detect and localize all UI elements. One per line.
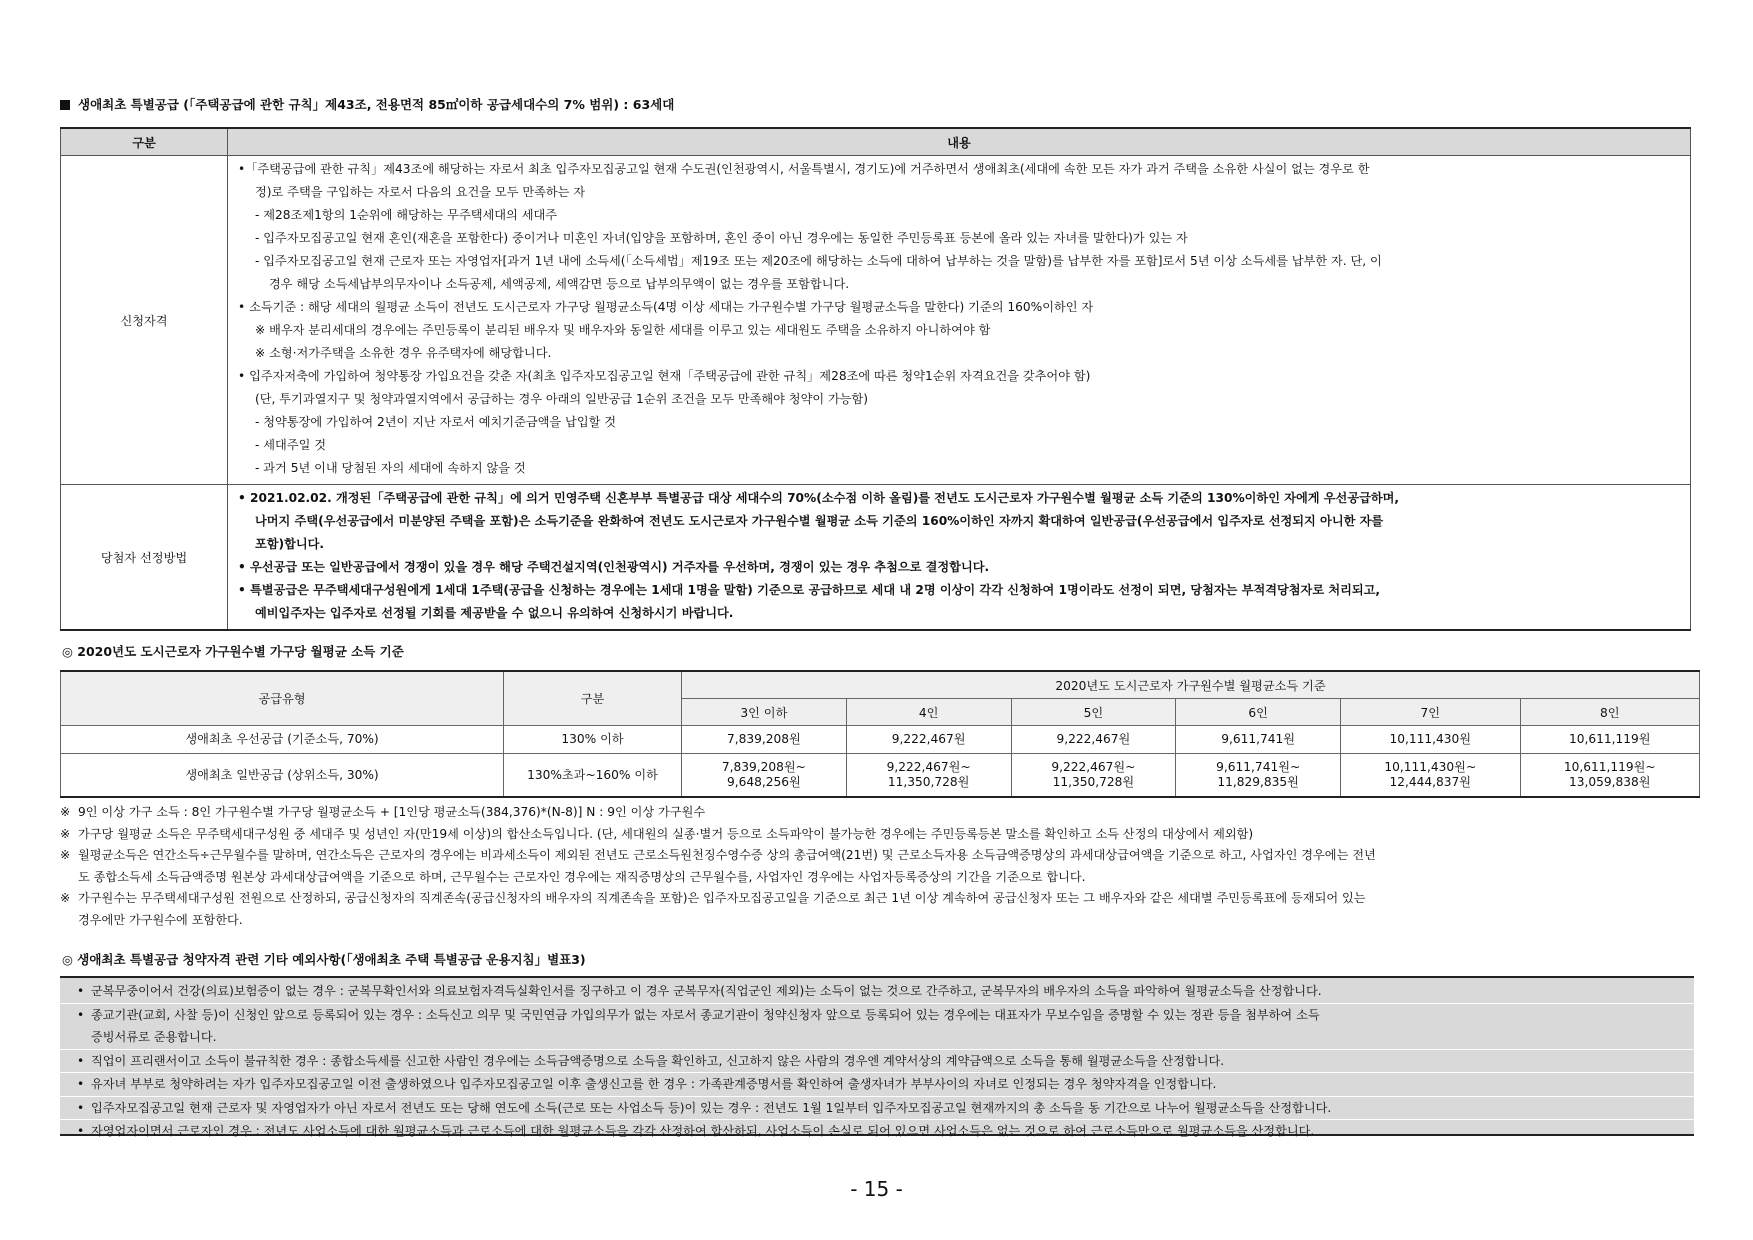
row-label-selection-method: 당첨자 선정방법	[61, 485, 228, 631]
income-value: 7,839,208원~	[721, 760, 806, 774]
header-household-size: 5인	[1011, 699, 1176, 726]
exception-text	[91, 980, 1322, 1003]
content-line: ※ 소형·저가주택을 소유한 경우 유주택자에 해당합니다.	[255, 346, 552, 360]
note-line: 가구당 월평균 소득은 무주택세대구성원 중 세대주 및 성년인 자(만19세 이상)의 합산소득입니다. (단, 세대원의 실종·별거 등으로 소득파악이 불가능한 경우에는 주민등록등본 말소를 확인하고 소득 산정의 대상에서 제외함)	[78, 826, 1254, 841]
exception-text	[91, 1097, 1331, 1120]
cell-income	[1011, 754, 1176, 798]
cell-supply-type: 생애최초 일반공급 (상위소득, 30%)	[61, 754, 504, 798]
note-line: 도 종합소득세 소득금액증명 원본상 과세대상급여액을 기준으로 하며, 근무월수는 근로자인 경우에는 재직증명상의 근무월수를, 사업자인 경우에는 사업자등록증상의 기간을 기준으로 합니다.	[78, 869, 1086, 884]
page-number: - 15 -	[850, 1177, 903, 1201]
exceptions-box	[60, 976, 1694, 1136]
black-square-icon	[60, 100, 70, 110]
row-label-eligibility: 신청자격	[61, 156, 228, 485]
content-line: (단, 투기과열지구 및 청약과열지역에서 공급하는 경우 아래의 일반공급 1순위 조건을 모두 만족해야 청약이 가능함)	[255, 392, 869, 406]
note-item	[60, 888, 1700, 931]
income-value: 9,222,467원	[891, 732, 966, 746]
header-household-size: 4인	[846, 699, 1011, 726]
note-line: 가구원수는 무주택세대구성원 전원으로 산정하되, 공급신청자의 직계존속(공급신청자의 배우자의 직계존속을 포함)은 입주자모집공고일을 기준으로 최근 1년 이상 계속하여 공급신청자 또는 그 배우자와 같은 세대별 주민등록표에 등재되어 있는	[78, 891, 1366, 905]
income-value: 13,059,838원	[1568, 775, 1651, 789]
bullet-icon: •	[77, 1077, 85, 1091]
income-value: 9,611,741원~	[1216, 760, 1301, 774]
header-category: 구분	[61, 128, 228, 156]
exception-text	[91, 1050, 1224, 1073]
cell-division: 130%초과~160% 이하	[504, 754, 682, 798]
header-household-size: 6인	[1176, 699, 1341, 726]
table-row	[61, 485, 1691, 631]
content-line: •「주택공급에 관한 규칙」제43조에 해당하는 자로서 최초 입주자모집공고일 현재 수도권(인천광역시, 서울특별시, 경기도)에 거주하면서 생애최초(세대에 속한 모든 자가 과거 주택을 소유한 사실이 없는 경우로 한	[238, 162, 1370, 176]
income-value: 9,222,467원	[1056, 732, 1131, 746]
cell-income	[682, 726, 847, 754]
note-text	[78, 845, 1376, 888]
table-row	[61, 726, 1700, 754]
note-item	[60, 802, 1700, 824]
exception-text	[91, 1073, 1216, 1096]
income-value: 10,611,119원	[1568, 732, 1651, 746]
bullet-icon: •	[77, 1124, 85, 1138]
income-value: 9,222,467원~	[886, 760, 971, 774]
cell-income	[1176, 726, 1341, 754]
row-content-selection-method	[228, 485, 1691, 631]
section2-title: ◎ 2020년도 도시근로자 가구원수별 가구당 월평균 소득 기준	[62, 644, 404, 659]
exception-line: 자영업자이면서 근로자인 경우 : 전년도 사업소득에 대한 월평균소득과 근로소득에 대한 월평균소득을 각각 산정하여 합산하되, 사업소득이 손실로 되어 있으면 사업소득은 없는 것으로 하여 근로소득만으로 월평균소득을 산정합니다.	[91, 1124, 1315, 1138]
eligibility-table	[60, 127, 1691, 631]
note-line: 경우에만 가구원수에 포함한다.	[78, 912, 243, 927]
content-line: - 제28조제1항의 1순위에 해당하는 무주택세대의 세대주	[255, 208, 558, 222]
content-line: • 우선공급 또는 일반공급에서 경쟁이 있을 경우 해당 주택건설지역(인천광역시) 거주자를 우선하며, 경쟁이 있는 경우 추첨으로 결정합니다.	[238, 560, 990, 574]
reference-mark: ※	[60, 826, 71, 841]
content-line: 나머지 주택(우선공급에서 미분양된 주택을 포함)은 소득기준을 완화하여 전년도 도시근로자 가구원수별 월평균 소득 기준의 160%이하인 자까지 확대하여 일반공급(우선공급에서 입주자로 선정되지 아니한 자를	[255, 514, 1384, 528]
bullet-icon: •	[77, 984, 85, 998]
note-line: 월평균소득은 연간소득÷근무월수를 말하며, 연간소득은 근로자의 경우에는 비과세소득이 제외된 전년도 근로소득원천징수영수증 상의 총급여액(21번) 및 근로소득자용 소득금액증명상의 과세대상급여액을 기준으로 하고, 사업자인 경우에는 전년	[78, 848, 1376, 862]
table-header-row	[61, 128, 1691, 156]
exception-text	[91, 1120, 1314, 1143]
bullet-icon: •	[77, 1053, 85, 1068]
header-income-group: 2020년도 도시근로자 가구원수별 월평균소득 기준	[682, 671, 1700, 699]
content-line: - 세대주일 것	[255, 438, 327, 452]
content-line: 경우 해당 소득세납부의무자이나 소득공제, 세액공제, 세액감면 등으로 납부의무액이 없는 경우를 포함합니다.	[269, 277, 850, 291]
header-content: 내용	[228, 128, 1691, 156]
exception-item	[60, 1097, 1694, 1121]
income-value: 11,350,728원	[887, 775, 970, 789]
cell-income	[1011, 726, 1176, 754]
income-value: 9,648,256원	[726, 775, 801, 789]
cell-division: 130% 이하	[504, 726, 682, 754]
income-value: 10,611,119원~	[1563, 760, 1656, 774]
header-division: 구분	[504, 671, 682, 726]
cell-income	[1341, 754, 1520, 798]
income-value: 10,111,430원	[1389, 732, 1472, 746]
note-text	[78, 802, 705, 824]
note-item	[60, 824, 1700, 846]
content-line: - 청약통장에 가입하여 2년이 지난 자로서 예치기준금액을 납입할 것	[255, 415, 617, 429]
bullet-icon: •	[77, 1007, 85, 1022]
income-value: 9,611,741원	[1221, 732, 1296, 746]
exception-item	[60, 1073, 1694, 1097]
cell-income	[1520, 754, 1700, 798]
reference-mark: ※	[60, 848, 71, 862]
section3-title: ◎ 생애최초 특별공급 청약자격 관련 기타 예외사항(「생애최초 주택 특별공급 운용지침」별표3)	[62, 952, 586, 967]
income-value: 11,350,728원	[1052, 775, 1135, 789]
exception-line: 군복무중이어서 건강(의료)보험증이 없는 경우 : 군복무확인서와 의료보험자격득실확인서를 징구하고 이 경우 군복무자(직업군인 제외)는 소득이 없는 것으로 간주하고, 군복무자의 배우자의 소득을 파악하여 월평균소득을 산정합니다.	[91, 984, 1322, 998]
content-line: 포함)합니다.	[255, 537, 325, 551]
income-value: 11,829,835원	[1217, 775, 1299, 789]
cell-income	[1520, 726, 1700, 754]
exception-line: 종교기관(교회, 사찰 등)이 신청인 앞으로 등록되어 있는 경우 : 소득신고 의무 및 국민연금 가입의무가 없는 자로서 종교기관이 청약신청자 앞으로 등록되어 있는 경우에는 대표자가 무보수임을 증명할 수 있는 정관 등을 첨부하여 소득	[91, 1007, 1320, 1022]
exception-item	[60, 1120, 1694, 1143]
content-line: 정)로 주택을 구입하는 자로서 다음의 요건을 모두 만족하는 자	[255, 185, 586, 199]
exception-item	[60, 1004, 1694, 1050]
section1-title: 생애최초 특별공급 (「주택공급에 관한 규칙」제43조, 전용면적 85㎡이하 공급세대수의 7% 범위) : 63세대	[60, 95, 674, 113]
income-notes	[60, 802, 1700, 931]
exception-line: 직업이 프리랜서이고 소득이 불규칙한 경우 : 종합소득세를 신고한 사람인 경우에는 소득금액증명으로 소득을 확인하고, 신고하지 않은 사람의 경우엔 계약서상의 계약금액으로 소득을 통해 월평균소득을 산정합니다.	[91, 1053, 1225, 1068]
reference-mark: ※	[60, 891, 71, 905]
header-household-size: 3인 이하	[682, 699, 847, 726]
income-value: 9,222,467원~	[1051, 760, 1136, 774]
cell-income	[846, 754, 1011, 798]
exception-text	[91, 1004, 1320, 1049]
header-household-size: 7인	[1341, 699, 1520, 726]
cell-supply-type: 생애최초 우선공급 (기준소득, 70%)	[61, 726, 504, 754]
content-line: 예비입주자는 입주자로 선정될 기회를 제공받을 수 없으니 유의하여 신청하시기 바랍니다.	[255, 606, 734, 620]
note-item	[60, 845, 1700, 888]
income-value: 10,111,430원~	[1384, 760, 1477, 774]
table-row	[61, 156, 1691, 485]
content-line: • 2021.02.02. 개정된「주택공급에 관한 규칙」에 의거 민영주택 신혼부부 특별공급 대상 세대수의 70%(소수점 이하 올림)를 전년도 도시근로자 가구원수별 월평균 소득 기준의 130%이하인 자에게 우선공급하며,	[238, 491, 1400, 505]
note-line: 9인 이상 가구 소득 : 8인 가구원수별 가구당 월평균소득 + [1인당 평균소득(384,376)*(N-8)] N : 9인 이상 가구원수	[78, 805, 706, 819]
exception-line: 유자녀 부부로 청약하려는 자가 입주자모집공고일 이전 출생하였으나 입주자모집공고일 이후 출생신고를 한 경우 : 가족관계증명서를 확인하여 출생자녀가 부부사이의 자녀로 인정되는 경우 청약자격을 인정합니다.	[91, 1077, 1217, 1091]
header-supply-type: 공급유형	[61, 671, 504, 726]
income-value: 12,444,837원	[1389, 775, 1472, 789]
exception-line: 증빙서류로 준용합니다.	[91, 1030, 217, 1044]
cell-income	[682, 754, 847, 798]
income-standard-table	[60, 670, 1700, 798]
note-text	[78, 824, 1253, 846]
exception-line: 입주자모집공고일 현재 근로자 및 자영업자가 아닌 자로서 전년도 또는 당해 연도에 소득(근로 또는 사업소득 등)이 있는 경우 : 전년도 1월 1일부터 입주자모집공고일 현재까지의 총 소득을 동 기간으로 나누어 월평균소득을 산정합니다.	[91, 1100, 1332, 1115]
table-row	[61, 754, 1700, 798]
reference-mark: ※	[60, 805, 71, 819]
content-line: • 특별공급은 무주택세대구성원에게 1세대 1주택(공급을 신청하는 경우에는 1세대 1명을 말함) 기준으로 공급하므로 세대 내 2명 이상이 각각 신청하여 1명이라도 선정이 되면, 당첨자는 부적격당첨자로 처리되고,	[238, 583, 1381, 597]
content-line: ※ 배우자 분리세대의 경우에는 주민등록이 분리된 배우자 및 배우자와 동일한 세대를 이루고 있는 세대원도 주택을 소유하지 아니하여야 함	[255, 323, 991, 337]
cell-income	[846, 726, 1011, 754]
content-line: • 입주자저축에 가입하여 청약통장 가입요건을 갖춘 자(최초 입주자모집공고일 현재「주택공급에 관한 규칙」제28조에 따른 청약1순위 자격요건을 갖추어야 함)	[238, 369, 1091, 383]
bullet-icon: •	[77, 1100, 85, 1115]
cell-income	[1176, 754, 1341, 798]
exception-item	[60, 1050, 1694, 1074]
content-line: - 입주자모집공고일 현재 근로자 또는 자영업자[과거 1년 내에 소득세(「소득세법」제19조 또는 제20조에 해당하는 소득에 대하여 납부하는 것을 말함)를 납부한 자를 포함]로서 5년 이상 소득세를 납부한 자. 단, 이	[255, 254, 1382, 268]
header-household-size: 8인	[1520, 699, 1700, 726]
row-content-eligibility	[228, 156, 1691, 485]
income-value: 7,839,208원	[726, 732, 801, 746]
cell-income	[1341, 726, 1520, 754]
exception-item	[60, 980, 1694, 1004]
note-text	[78, 888, 1366, 931]
content-line: - 입주자모집공고일 현재 혼인(재혼을 포함한다) 중이거나 미혼인 자녀(입양을 포함하며, 혼인 중이 아닌 경우에는 동일한 주민등록표 등본에 올라 있는 자녀를 말한다)가 있는 자	[255, 231, 1188, 245]
table-header-row	[61, 671, 1700, 699]
content-line: - 과거 5년 이내 당첨된 자의 세대에 속하지 않을 것	[255, 461, 526, 475]
content-line: • 소득기준 : 해당 세대의 월평균 소득이 전년도 도시근로자 가구당 월평균소득(4명 이상 세대는 가구원수별 가구당 월평균소득을 말한다) 기준의 160%이하인 자	[238, 300, 1094, 314]
